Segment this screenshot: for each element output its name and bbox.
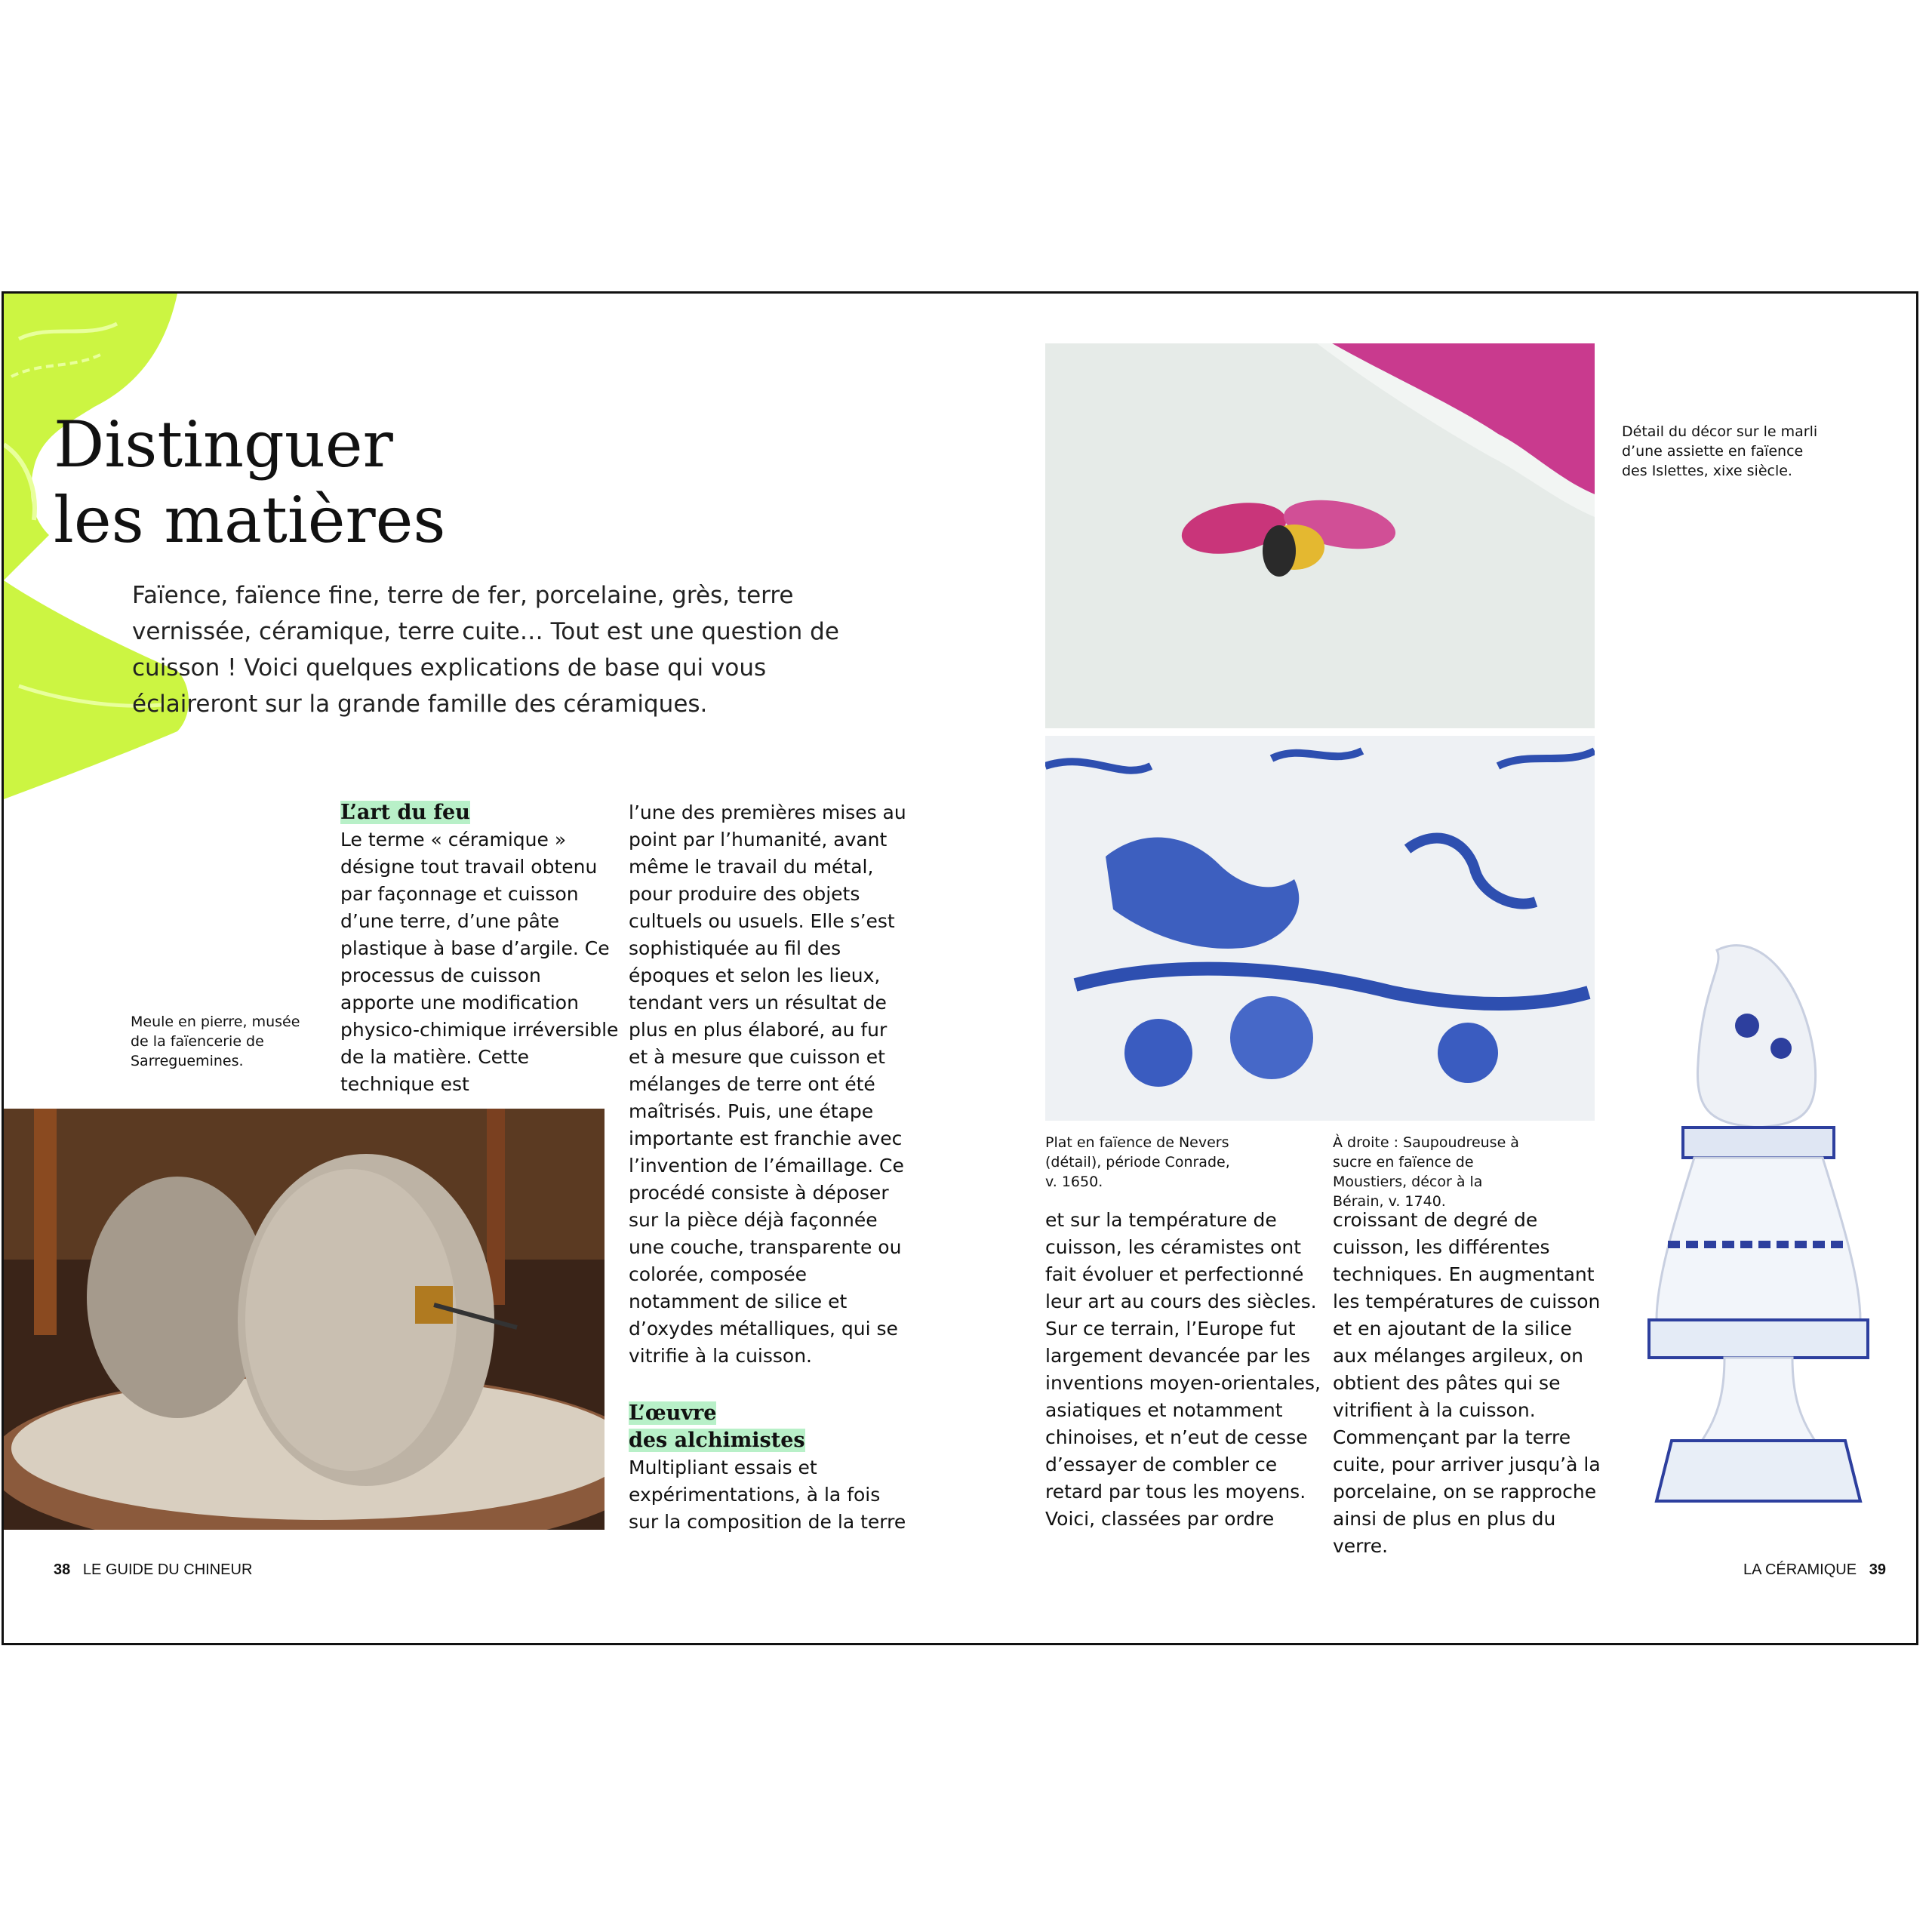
- insect-plate-photo: [1045, 343, 1595, 728]
- caption-millstone: Meule en pierre, musée de la faïencerie de Sarreguemines.: [131, 1014, 300, 1069]
- right-running-title: LA CÉRAMIQUE: [1743, 1561, 1857, 1578]
- nevers-plate-photo: [1045, 736, 1595, 1121]
- page-title: [54, 407, 445, 558]
- left-running-title: LE GUIDE DU CHINEUR: [82, 1561, 253, 1578]
- section1-column1-text: Le terme « céramique » désigne tout travail obtenu par façonnage et cuisson d’une terre, d’une pâte plastique à base d’argile. Ce processus de cuisson apporte une modification physico-chimique irréversible de la matière. Cette technique est: [340, 829, 619, 1095]
- section2-column2: [1045, 1207, 1332, 1533]
- caption-insect-plate: Détail du décor sur le marli d’une assiette en faïence des Islettes, xixe siècle.: [1622, 423, 1818, 479]
- section2-column1-text: Multipliant essais et expérimentations, à la fois sur la composition de la terre: [629, 1457, 906, 1533]
- sugar-shaker-photo: [1611, 928, 1906, 1531]
- caption-nevers-plate: Plat en faïence de Nevers (détail), période Conrade, v. 1650.: [1045, 1134, 1230, 1190]
- footer-right: [1743, 1561, 1886, 1579]
- title-line-1: Distinguer: [54, 408, 393, 481]
- section2-heading-line2: des alchimistes: [629, 1429, 805, 1452]
- section1-heading-text: L’art du feu: [340, 801, 470, 824]
- section2-column3: [1333, 1207, 1604, 1560]
- millstone-photo: [4, 1109, 605, 1530]
- section1-column2: [629, 799, 908, 1370]
- section1-column2-text: l’une des premières mises au point par l’humanité, avant même le travail du métal, pour produire des objets cultuels ou usuels. Elle s’est sophistiquée au fil des époques et selon les lieux, tendant vers un résultat de plus en plus élaboré, au fur et à mesure que cuisson et mélanges de terre ont été maîtrisés. Puis, une étape importante est franchie avec l’invention de l’émaillage. Ce procédé consiste à déposer sur la pièce déjà façonnée une couche, transparente ou colorée, composée notamment de silice et d’oxydes métalliques, qui se vitrifie à la cuisson.: [629, 801, 906, 1367]
- section2-heading: [629, 1400, 908, 1454]
- book-spread: [2, 291, 1918, 1645]
- intro-paragraph: Faïence, faïence fine, terre de fer, porcelaine, grès, terre vernissée, céramique, terre cuite… Tout est une question de cuisson ! Voici quelques explications de base qui vous éclaireront sur la grande famille des céramiques.: [132, 582, 839, 718]
- right-page-number: 39: [1869, 1561, 1886, 1578]
- section1-column1: [340, 799, 620, 1098]
- footer-left: [54, 1561, 252, 1579]
- section2-column1: [629, 1400, 908, 1536]
- title-line-2: les matières: [54, 483, 446, 557]
- section2-heading-line1: L’œuvre: [629, 1401, 717, 1425]
- caption-sugar-shaker: À droite : Saupoudreuse à sucre en faïence de Moustiers, décor à la Bérain, v. 1740.: [1333, 1134, 1519, 1210]
- section2-column2-text: et sur la température de cuisson, les céramistes ont fait évoluer et perfectionné leur art au cours des siècles. Sur ce terrain, l’Europe fut largement devancée par les inventions moyen-orientales, asiatiques et notamment chinoises, et n’eut de cesse d’essayer de combler ce retard par tous les moyens. Voici, classées par ordre: [1045, 1209, 1321, 1530]
- section1-heading: [340, 799, 620, 826]
- left-page-number: 38: [54, 1561, 71, 1578]
- section2-column3-text: croissant de degré de cuisson, les différentes techniques. En augmentant les températures de cuisson et en ajoutant de la silice aux mélanges argileux, on obtient des pâtes qui se vitrifient à la cuisson. Commençant par la terre cuite, pour arriver jusqu’à la porcelaine, on se rapproche ainsi de plus en plus du verre.: [1333, 1209, 1601, 1557]
